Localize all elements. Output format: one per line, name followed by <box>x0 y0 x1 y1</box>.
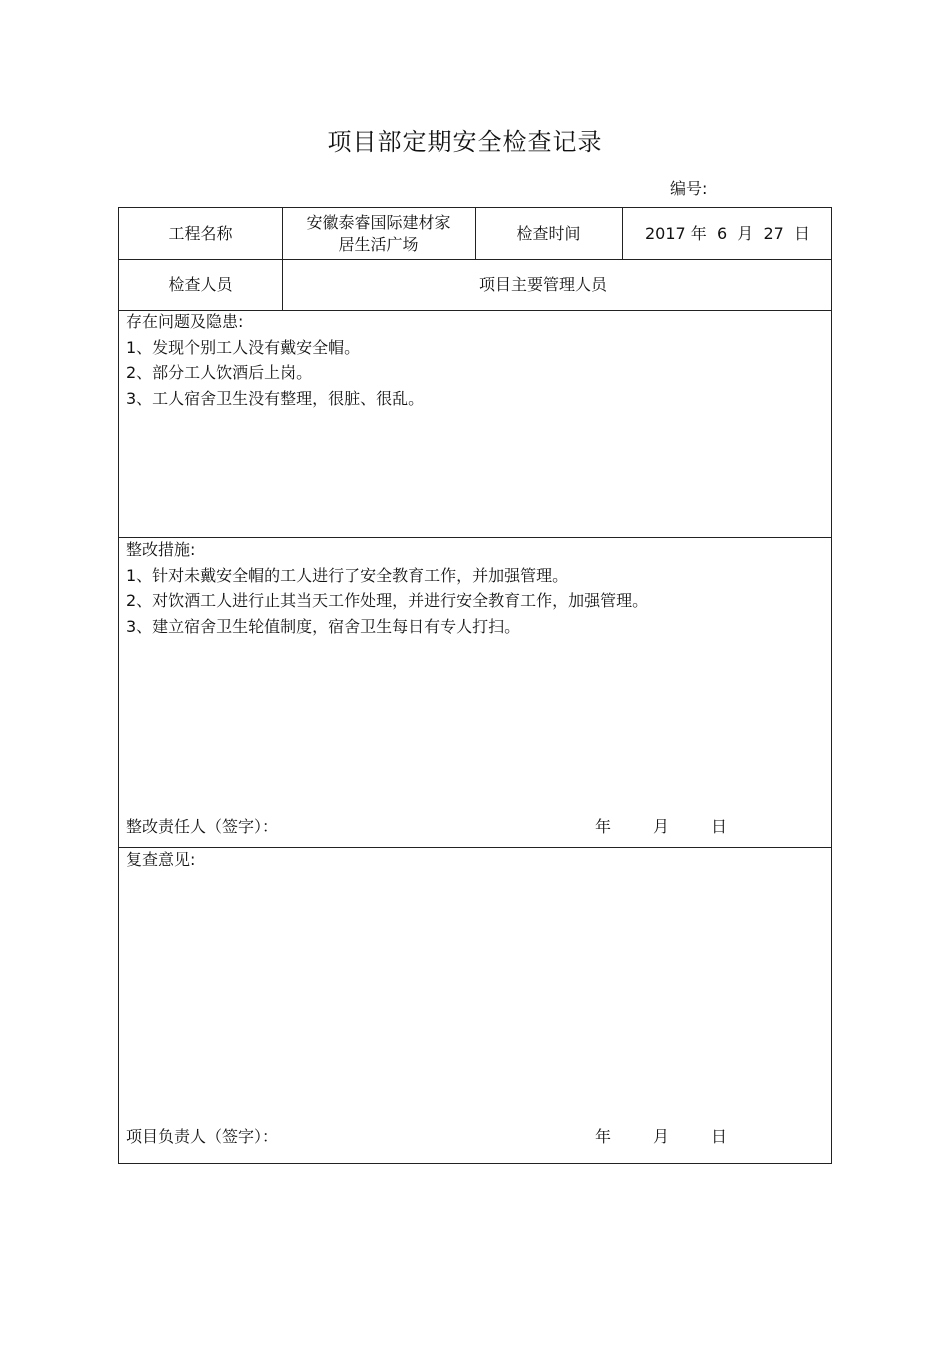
rectification-day-label: 日 <box>711 817 728 836</box>
review-day-label: 日 <box>711 1127 728 1146</box>
measure-item: 3、建立宿舍卫生轮值制度，宿舍卫生每日有专人打扫。 <box>126 616 521 636</box>
project-name-label-text: 工程名称 <box>168 223 233 243</box>
problem-item: 3、工人宿舍卫生没有整理，很脏、很乱。 <box>126 388 425 408</box>
row-divider <box>119 847 831 848</box>
review-heading: 复查意见: <box>126 850 196 869</box>
inspector-label-text: 检查人员 <box>168 274 233 294</box>
rectification-year-label: 年 <box>595 817 612 836</box>
review-section <box>126 847 195 873</box>
inspector-value-text: 项目主要管理人员 <box>479 274 608 294</box>
rectification-signature-label: 整改责任人（签字）： <box>126 817 279 836</box>
inspection-time-label <box>475 208 622 259</box>
project-name-line1: 安徽泰睿国际建材家 <box>306 212 451 232</box>
measure-item: 2、对饮酒工人进行止其当天工作处理，并进行安全教育工作，加强管理。 <box>126 591 649 610</box>
inspector-label <box>119 259 282 310</box>
project-name-line2: 居生活广场 <box>338 234 419 254</box>
problems-section <box>126 309 424 411</box>
review-year-label: 年 <box>595 1127 612 1146</box>
inspection-date-text: 2017 年 6 月 27 日 <box>644 223 811 243</box>
document-number-label: 编号: <box>670 179 708 198</box>
project-name-label <box>119 208 282 259</box>
review-month-label: 月 <box>653 1127 670 1146</box>
project-leader-signature-label: 项目负责人（签字）： <box>126 1127 279 1146</box>
rectification-month-label: 月 <box>653 817 670 836</box>
measures-section <box>126 537 648 639</box>
problems-heading: 存在问题及隐患: <box>126 312 244 331</box>
inspector-value <box>282 259 833 310</box>
measure-item: 1、针对未戴安全帽的工人进行了安全教育工作，并加强管理。 <box>126 565 569 585</box>
inspection-form <box>118 207 832 1164</box>
project-name-value <box>282 208 475 259</box>
measures-heading: 整改措施: <box>126 540 196 559</box>
inspection-time-label-text: 检查时间 <box>516 223 581 243</box>
problem-item: 1、发现个别工人没有戴安全帽。 <box>126 337 361 357</box>
document-title: 项目部定期安全检查记录 <box>327 128 603 156</box>
problem-item: 2、部分工人饮酒后上岗。 <box>126 363 313 382</box>
inspection-date <box>622 208 833 259</box>
